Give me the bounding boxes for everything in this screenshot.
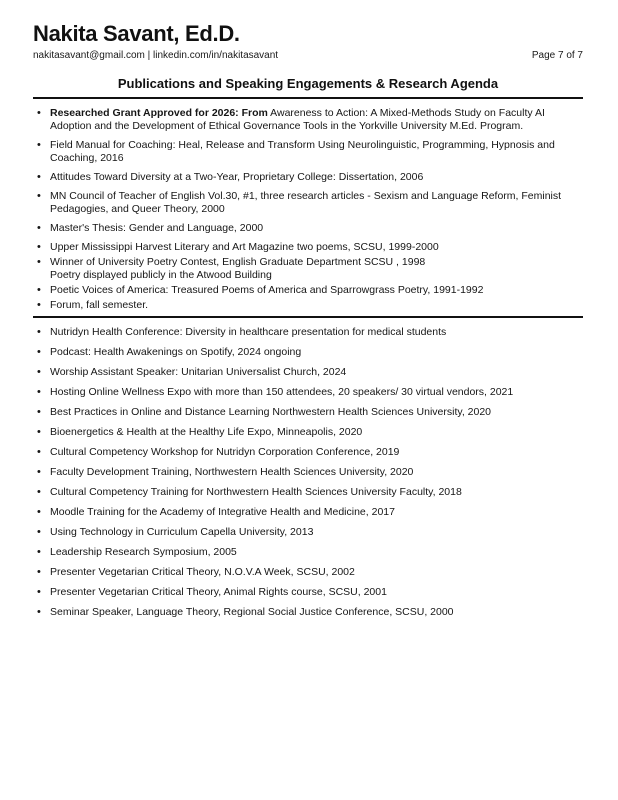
engagement-item: • Bioenergetics & Health at the Healthy Life Expo, Minneapolis, 2020 xyxy=(33,426,583,439)
publication-item xyxy=(33,107,583,133)
publication-item: • Attitudes Toward Diversity at a Two-Year, Proprietary College: Dissertation, 2006 xyxy=(33,171,583,184)
publication-item xyxy=(33,256,583,282)
publication-item: • Forum, fall semester. xyxy=(33,299,583,312)
publication-item: • Poetic Voices of America: Treasured Poems of America and Sparrowgrass Poetry, 1991-1992 xyxy=(33,284,583,297)
publication-item: • MN Council of Teacher of English Vol.30, #1, three research articles - Sexism and Language Reform, Feminist Pedagogies, and Queer Theory, 2000 xyxy=(33,190,583,216)
engagement-item: • Seminar Speaker, Language Theory, Regional Social Justice Conference, SCSU, 2000 xyxy=(33,606,583,619)
publication-text: Awareness to Action: A Mixed-Methods Study on Faculty AI Adoption and the Development of Ethical Governance Tools in the Yorkville University M.Ed. Program. xyxy=(50,107,545,133)
contact-info: nakitasavant@gmail.com | linkedin.com/in/nakitasavant xyxy=(33,50,279,62)
engagement-item: • Cultural Competency Training for Northwestern Health Sciences University Faculty, 2018 xyxy=(33,486,583,499)
person-name: Nakita Savant, Ed.D. xyxy=(33,21,240,46)
engagement-item: • Podcast: Health Awakenings on Spotify, 2024 ongoing xyxy=(33,346,583,359)
engagement-item: • Presenter Vegetarian Critical Theory, N.O.V.A Week, SCSU, 2002 xyxy=(33,566,583,579)
top-divider xyxy=(33,97,583,99)
engagement-item: • Using Technology in Curriculum Capella University, 2013 xyxy=(33,526,583,539)
publications-list xyxy=(33,107,583,312)
engagement-item: • Faculty Development Training, Northwestern Health Sciences University, 2020 xyxy=(33,466,583,479)
engagement-item: • Moodle Training for the Academy of Integrative Health and Medicine, 2017 xyxy=(33,506,583,519)
engagement-item: • Best Practices in Online and Distance Learning Northwestern Health Sciences University, 2020 xyxy=(33,406,583,419)
engagement-item: • Worship Assistant Speaker: Unitarian Universalist Church, 2024 xyxy=(33,366,583,379)
engagement-item: • Leadership Research Symposium, 2005 xyxy=(33,546,583,559)
engagement-item: • Presenter Vegetarian Critical Theory, Animal Rights course, SCSU, 2001 xyxy=(33,586,583,599)
publication-item: • Upper Mississippi Harvest Literary and Art Magazine two poems, SCSU, 1999-2000 xyxy=(33,241,583,254)
publication-item: • Field Manual for Coaching: Heal, Release and Transform Using Neurolinguistic, Programming, Hypnosis and Coaching, 2016 xyxy=(33,139,583,165)
engagement-item: • Hosting Online Wellness Expo with more than 150 attendees, 20 speakers/ 30 virtual vendors, 2021 xyxy=(33,386,583,399)
engagement-item: • Cultural Competency Workshop for Nutridyn Corporation Conference, 2019 xyxy=(33,446,583,459)
publication-lead-bold: Researched Grant Approved for 2026: From xyxy=(50,107,268,120)
publication-text: • Winner of University Poetry Contest, English Graduate Department SCSU , 1998 xyxy=(50,256,426,269)
engagements-list xyxy=(33,326,583,619)
section-divider xyxy=(33,316,583,318)
publication-subline: Poetry displayed publicly in the Atwood Building xyxy=(50,269,272,282)
contact-row xyxy=(33,49,583,62)
page-number: Page 7 of 7 xyxy=(531,50,583,62)
publication-item: • Master's Thesis: Gender and Language, 2000 xyxy=(33,222,583,235)
engagement-item: • Nutridyn Health Conference: Diversity in healthcare presentation for medical students xyxy=(33,326,583,339)
document-title: Publications and Speaking Engagements & Research Agenda xyxy=(117,76,499,92)
